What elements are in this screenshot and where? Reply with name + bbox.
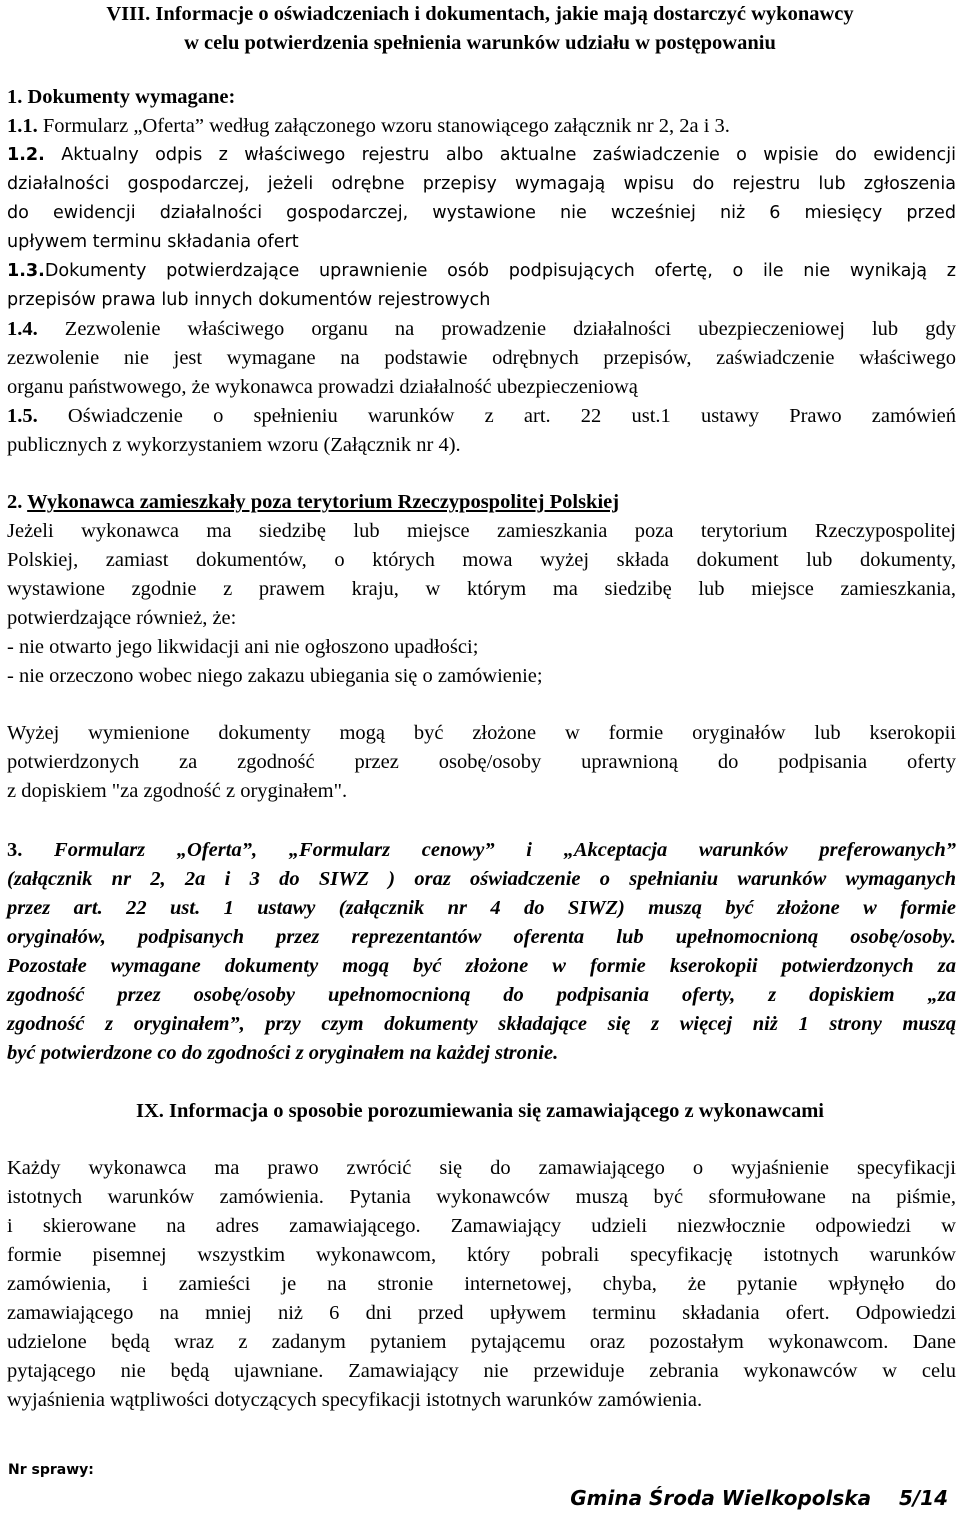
foreign-contractor-heading: Wykonawca zamieszkały poza terytorium Rzeczypospolitej Polskiej [27, 491, 620, 513]
docs-heading: 1. Dokumenty wymagane: [7, 86, 236, 108]
section-9-title: IX. Informacja o sposobie porozumiewania się zamawiającego z wykonawcami [135, 1100, 825, 1122]
doc-item-1-5: 1.5. Oświadczenie o spełnieniu warunków z art. 22 ust.1 ustawy Prawo zamówień publicznych z wykorzystaniem wzoru (Załącznik nr 4). [7, 405, 956, 456]
section-8-title: VIII. Informacje o oświadczeniach i dokumentach, jakie mają dostarczyć wykonawcy w celu potwierdzenia spełnienia warunków udziału w postępowaniu [106, 3, 854, 54]
note-3-paragraph: 3. Formularz „Oferta”, „Formularz cenowy” i „Akceptacja warunków preferowanych” (załącznik nr 2, 2a i 3 do SIWZ ) oraz oświadczenie o spełnianiu warunków wymaganych przez art. 22 ust. 1 ustawy (załącznik nr 4 do SIWZ) muszą być złożone w formie oryginałów, podpisanych przez reprezentantów oferenta lub upełnomocnioną osobę/osoby. Pozostałe wymagane dokumenty mogą być złożone w formie kserokopii potwierdzonych za zgodność przez osobę/osoby upełnomocnioną do podpisania oferty, z dopiskiem „za zgodność z oryginałem”, przy czym dokumenty składające się z więcej niż 1 strony muszą być potwierdzone co do zgodności z oryginałem na każdej stronie. [7, 839, 956, 1064]
section-9-paragraph: Każdy wykonawca ma prawo zwrócić się do zamawiającego o wyjaśnienie specyfikacji istotnych warunków zamówienia. Pytania wykonawców muszą być sformułowane na piśmie, i skierowane na adres zamawiającego. Zamawiający udzieli niezwłocznie odpowiedzi w formie pisemnej wszystkim wykonawcom, który pobrali specyfikację istotnych warunków zamówienia, i zamieści je na stronie internetowej, chyba, że pytanie wpłynęło do zamawiającego na mniej niż 6 dni przed upływem terminu składania ofert. Odpowiedzi udzielone będą wraz z zadanym pytaniem pytającemu oraz pozostałym wykonawcom. Dane pytającego nie będą ujawniane. Zamawiający nie przewiduje zebrania wykonawców w celu wyjaśnienia wątpliwości dotyczących specyfikacji istotnych warunków zamówienia. [7, 1157, 956, 1411]
foreign-contractor-section: 2. Wykonawca zamieszkały poza terytorium Rzeczypospolitej Polskiej Jeżeli wykonawca ma siedzibę lub miejsce zamieszkania poza terytorium Rzeczypospolitej Polskiej, zamiast dokumentów, o których mowa wyżej składa dokument lub dokumenty, wystawione zgodnie z prawem kraju, w którym ma siedzibę lub miejsce zamieszkania, potwierdzające również, że: - nie otwarto jego likwidacji ani nie ogłoszono upadłości; - nie orzeczono wobec niego zakazu ubiegania się o zamówienie; [7, 491, 956, 687]
case-number-label: Nr sprawy: [8, 1462, 94, 1478]
copies-paragraph: Wyżej wymienione dokumenty mogą być złożone w formie oryginałów lub kserokopii potwierdzonych za zgodność przez osobę/osoby uprawnioną do podpisania oferty z dopiskiem "za zgodność z oryginałem". [7, 722, 956, 802]
footer-org-page-number: Gmina Środa Wielkopolska 5/14 [570, 1486, 948, 1510]
doc-item-1-4: 1.4. Zezwolenie właściwego organu na prowadzenie działalności ubezpieczeniowej lub gdy zezwolenie nie jest wymagane na podstawie odrębnych przepisów, zaświadczenie właściwego organu państwowego, że wykonawca prowadzi działalność ubezpieczeniową [7, 318, 956, 398]
doc-item-1-1: 1.1. Formularz „Oferta” według załączonego wzoru stanowiącego załącznik nr 2, 2a i 3. [7, 115, 730, 137]
doc-item-1-3: 1.3.Dokumenty potwierdzające uprawnienie osób podpisujących ofertę, o ile nie wynikają z przepisów prawa lub innych dokumentów rejestrowych [7, 261, 956, 310]
doc-item-1-2: 1.2. Aktualny odpis z właściwego rejestru albo aktualne zaświadczenie o wpisie do ewidencji działalności gospodarczej, jeżeli odrębne przepisy wymagają wpisu do rejestru lub zgłoszenia do ewidencji działalności gospodarczej, wystawione nie wcześniej niż 6 miesięcy przed upływem terminu składania ofert [7, 145, 956, 252]
